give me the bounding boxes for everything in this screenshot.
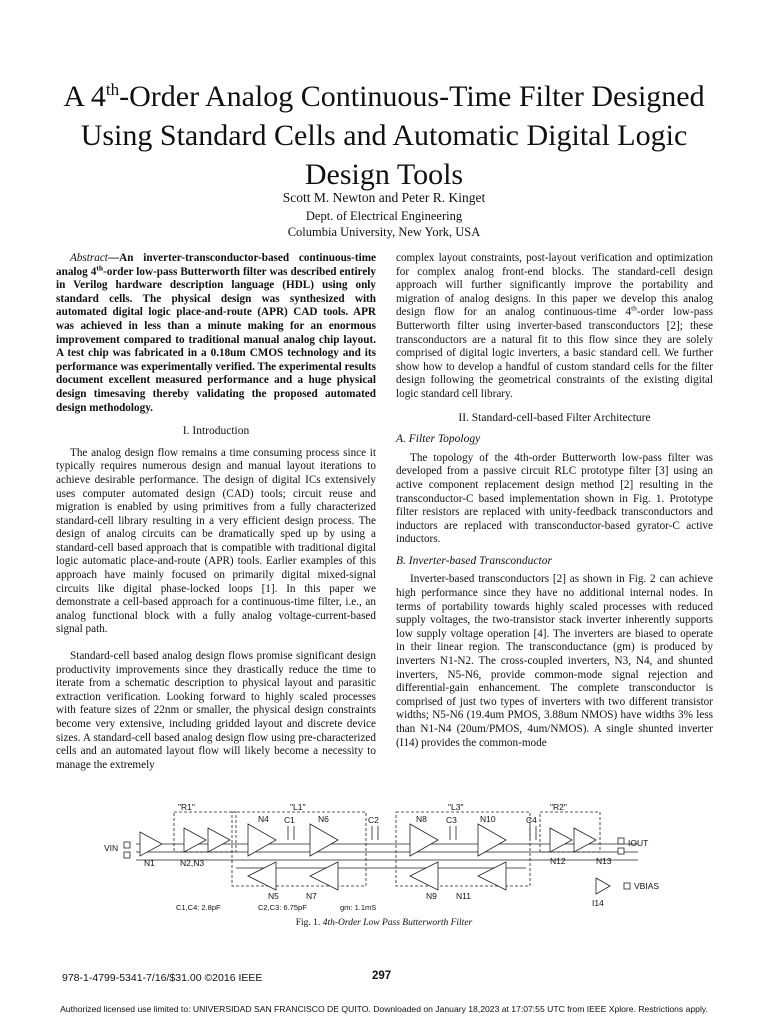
n1-symbol [140, 832, 162, 856]
figure-caption: Fig. 1. 4th-Order Low Pass Butterworth Filter [295, 918, 473, 928]
vin-port-p [124, 842, 130, 848]
label-n7: N7 [306, 891, 317, 901]
cap-c3 [450, 826, 456, 840]
label-n9: N9 [426, 891, 437, 901]
n8-symbol [410, 824, 438, 856]
vbias-port [624, 883, 630, 889]
right-paragraph-1: complex layout constraints, post-layout verification and optimization for complex analog front-end blocks. The standard-cell design approach will further significantly improve the portability and migration of analog designs. In this paper we develop this analog design flow for an analog continuous-time 4th-order low-pass Butterworth filter using inverter-based transconductors [2]; these transconductors are a natural fit to this flow since they are solely comprised of digital logic inverters, a basic standard cell. We further show how to develop a handful of custom standard cells for the filter design following the geometrical constraints of the existing digital logic standard cell library. [396, 252, 713, 400]
filter-schematic-figure [104, 802, 660, 916]
label-vin: VIN [104, 843, 119, 853]
affiliation-dept: Dept. of Electrical Engineering [305, 209, 463, 223]
label-c2: C2 [368, 815, 379, 825]
section-heading-architecture: II. Standard-cell-based Filter Architecture [458, 411, 651, 424]
n9-symbol [410, 862, 438, 890]
transconductor-paragraph: Inverter-based transconductors [2] as shown in Fig. 2 can achieve high performance since they have no additional internal nodes. In terms of portability towards highly scaled processes with reduced supply voltages, the two-transistor stack inverter inherently supports low supply voltage operation [4]. The inverters are biased to operate in their linear region. The transconductance (gm) is produced by inverters N1-N2. The cross-coupled inverters, N3, N4, and shunted inverters, N5-N6, provide common-mode signal rejection and differential-gain enhancement. The complete transconductor is comprised of just two types of inverters with two different transistor widths; N5-N6 (19.4um PMOS, 3.88um NMOS) have widths 3% less than N1-N4 (20um/PMOS, 4um/NMOS). A single shunted inverter (I14) provides the common-mode [396, 573, 713, 749]
abstract: Abstract—An inverter-transconductor-based continuous-time analog 4th-order low-pass Butterworth filter was described entirely in Verilog hardware description language (HDL) using only standard cells. The physical design was synthesized with automated digital logic place-and-route (APR) CAD tools. APR was achieved in less than a minute making for an enormous improvement compared to traditional manual analog chip layout. A test chip was fabricated in a 0.18um CMOS technology and its performance was experimentally verified. The experimental results document excellent measured performance and a huge physical design timesaving thereby validating the proposed automated design methodology. [56, 252, 376, 414]
n3-symbol [208, 828, 230, 852]
r2-box [540, 812, 600, 852]
subsection-filter-topology: A. Filter Topology [396, 433, 481, 446]
title-sup: th [105, 80, 120, 99]
section-heading-intro: I. Introduction [182, 425, 250, 438]
n6-symbol [310, 824, 338, 856]
n4-symbol [248, 824, 276, 856]
intro-paragraph-1: The analog design flow remains a time consuming process since it typically requires numerous design and manual layout iterations to achieve desirable performance. The design of digital ICs extensively uses computer automated design (CAD) tools; circuit reuse and migration is enabled by using primitives from a fully characterized standard-cell library resulting in a very efficient design process. The design of analog circuits can be dramatically sped up by using a standard-cell based approach that is compatible with traditional digital logic automatic place-and-route (APR) tools. Earlier examples of this approach have mainly focused on primarily digital mixed-signal circuits like digital phase-locked loops [1]. In this paper we demonstrate a cell-based approach for a continuous-time filter, i.e., an analog functional block with a fully analog voltage-current-based signal path. [56, 446, 376, 636]
label-n23: N2,N3 [180, 858, 205, 868]
filter-topology-paragraph: The topology of the 4th-order Butterworth low-pass filter was developed from a passive circuit RLC prototype filter [3] using an active component replacement design method [2] resulting in the transconductor-C based implementation shown in Fig. 1. Prototype filter resistors are replaced with unity-feedback transconductors and inductors are replaced with transconductor-based gyrator-C active inductors. [396, 451, 713, 546]
intro-paragraph-2: Standard-cell based analog design flows promise significant design productivity improvements since they drastically reduce the time to iterate from a schematic description to physical layout and parasitic extraction verification. Looking forward to highly scaled processes with feature sizes of 22nm or smaller, the physical design constraints become very extensive, including gridded layout and discrete device sizes. A standard-cell based analog design flow using pre-characterized cells and an automated layout flow will likely become a necessity to manage the extremely [56, 650, 376, 771]
label-c1: C1 [284, 815, 295, 825]
license-notice: Authorized licensed use limited to: UNIVERSIDAD SAN FRANCISCO DE QUITO. Downloaded on January 18,2023 at 17:07:55 UTC from IEEE Xplore. Restrictions apply. [60, 1004, 708, 1014]
label-gm: gm: 1.1mS [340, 903, 377, 912]
label-i14: I14 [592, 898, 604, 908]
page-number: 297 [372, 970, 392, 982]
label-c4: C4 [526, 815, 537, 825]
abstract-label: Abstract [70, 252, 108, 264]
label-l3: "L3" [448, 802, 464, 812]
label-n13: N13 [596, 856, 612, 866]
authors: Scott M. Newton and Peter R. Kinget [282, 190, 486, 205]
title-part2: -Order Analog Continuous-Time Filter Designed Using Standard Cells and Automatic Digital Logic Design Tools [80, 80, 705, 191]
label-n10: N10 [480, 814, 496, 824]
label-n4: N4 [258, 814, 269, 824]
subsection-transconductor: B. Inverter-based Transconductor [396, 554, 552, 567]
label-n6: N6 [318, 814, 329, 824]
left-column [56, 252, 376, 772]
label-n11: N11 [456, 891, 471, 901]
label-n1: N1 [144, 858, 155, 868]
label-iout: IOUT [628, 838, 649, 848]
r1-box [174, 812, 236, 852]
label-n8: N8 [416, 814, 427, 824]
isbn-footer: 978-1-4799-5341-7/16/$31.00 ©2016 IEEE [62, 972, 263, 984]
title-part1: A 4 [63, 80, 106, 113]
label-r1: "R1" [178, 802, 195, 812]
n12-symbol [550, 828, 572, 852]
affiliation-univ: Columbia University, New York, USA [287, 225, 481, 239]
i14-symbol [596, 878, 610, 894]
label-l1: "L1" [290, 802, 306, 812]
label-n12: N12 [550, 856, 566, 866]
affiliation [0, 208, 768, 240]
label-r2: "R2" [550, 802, 567, 812]
cap-c4 [530, 826, 536, 840]
n10-symbol [478, 824, 506, 856]
label-cap14: C1,C4: 2.8pF [176, 903, 221, 912]
label-n5: N5 [268, 891, 279, 901]
iout-port-n [618, 848, 624, 854]
cap-c1 [288, 826, 294, 840]
iout-port-p [618, 838, 624, 844]
label-cap23: C2,C3: 6.75pF [258, 903, 307, 912]
label-c3: C3 [446, 815, 457, 825]
label-vbias: VBIAS [634, 881, 660, 891]
paper-title [40, 70, 728, 194]
n13-symbol [574, 828, 596, 852]
vin-port-n [124, 852, 130, 858]
n2-symbol [184, 828, 206, 852]
cap-c2 [372, 826, 378, 840]
right-column [396, 252, 713, 750]
